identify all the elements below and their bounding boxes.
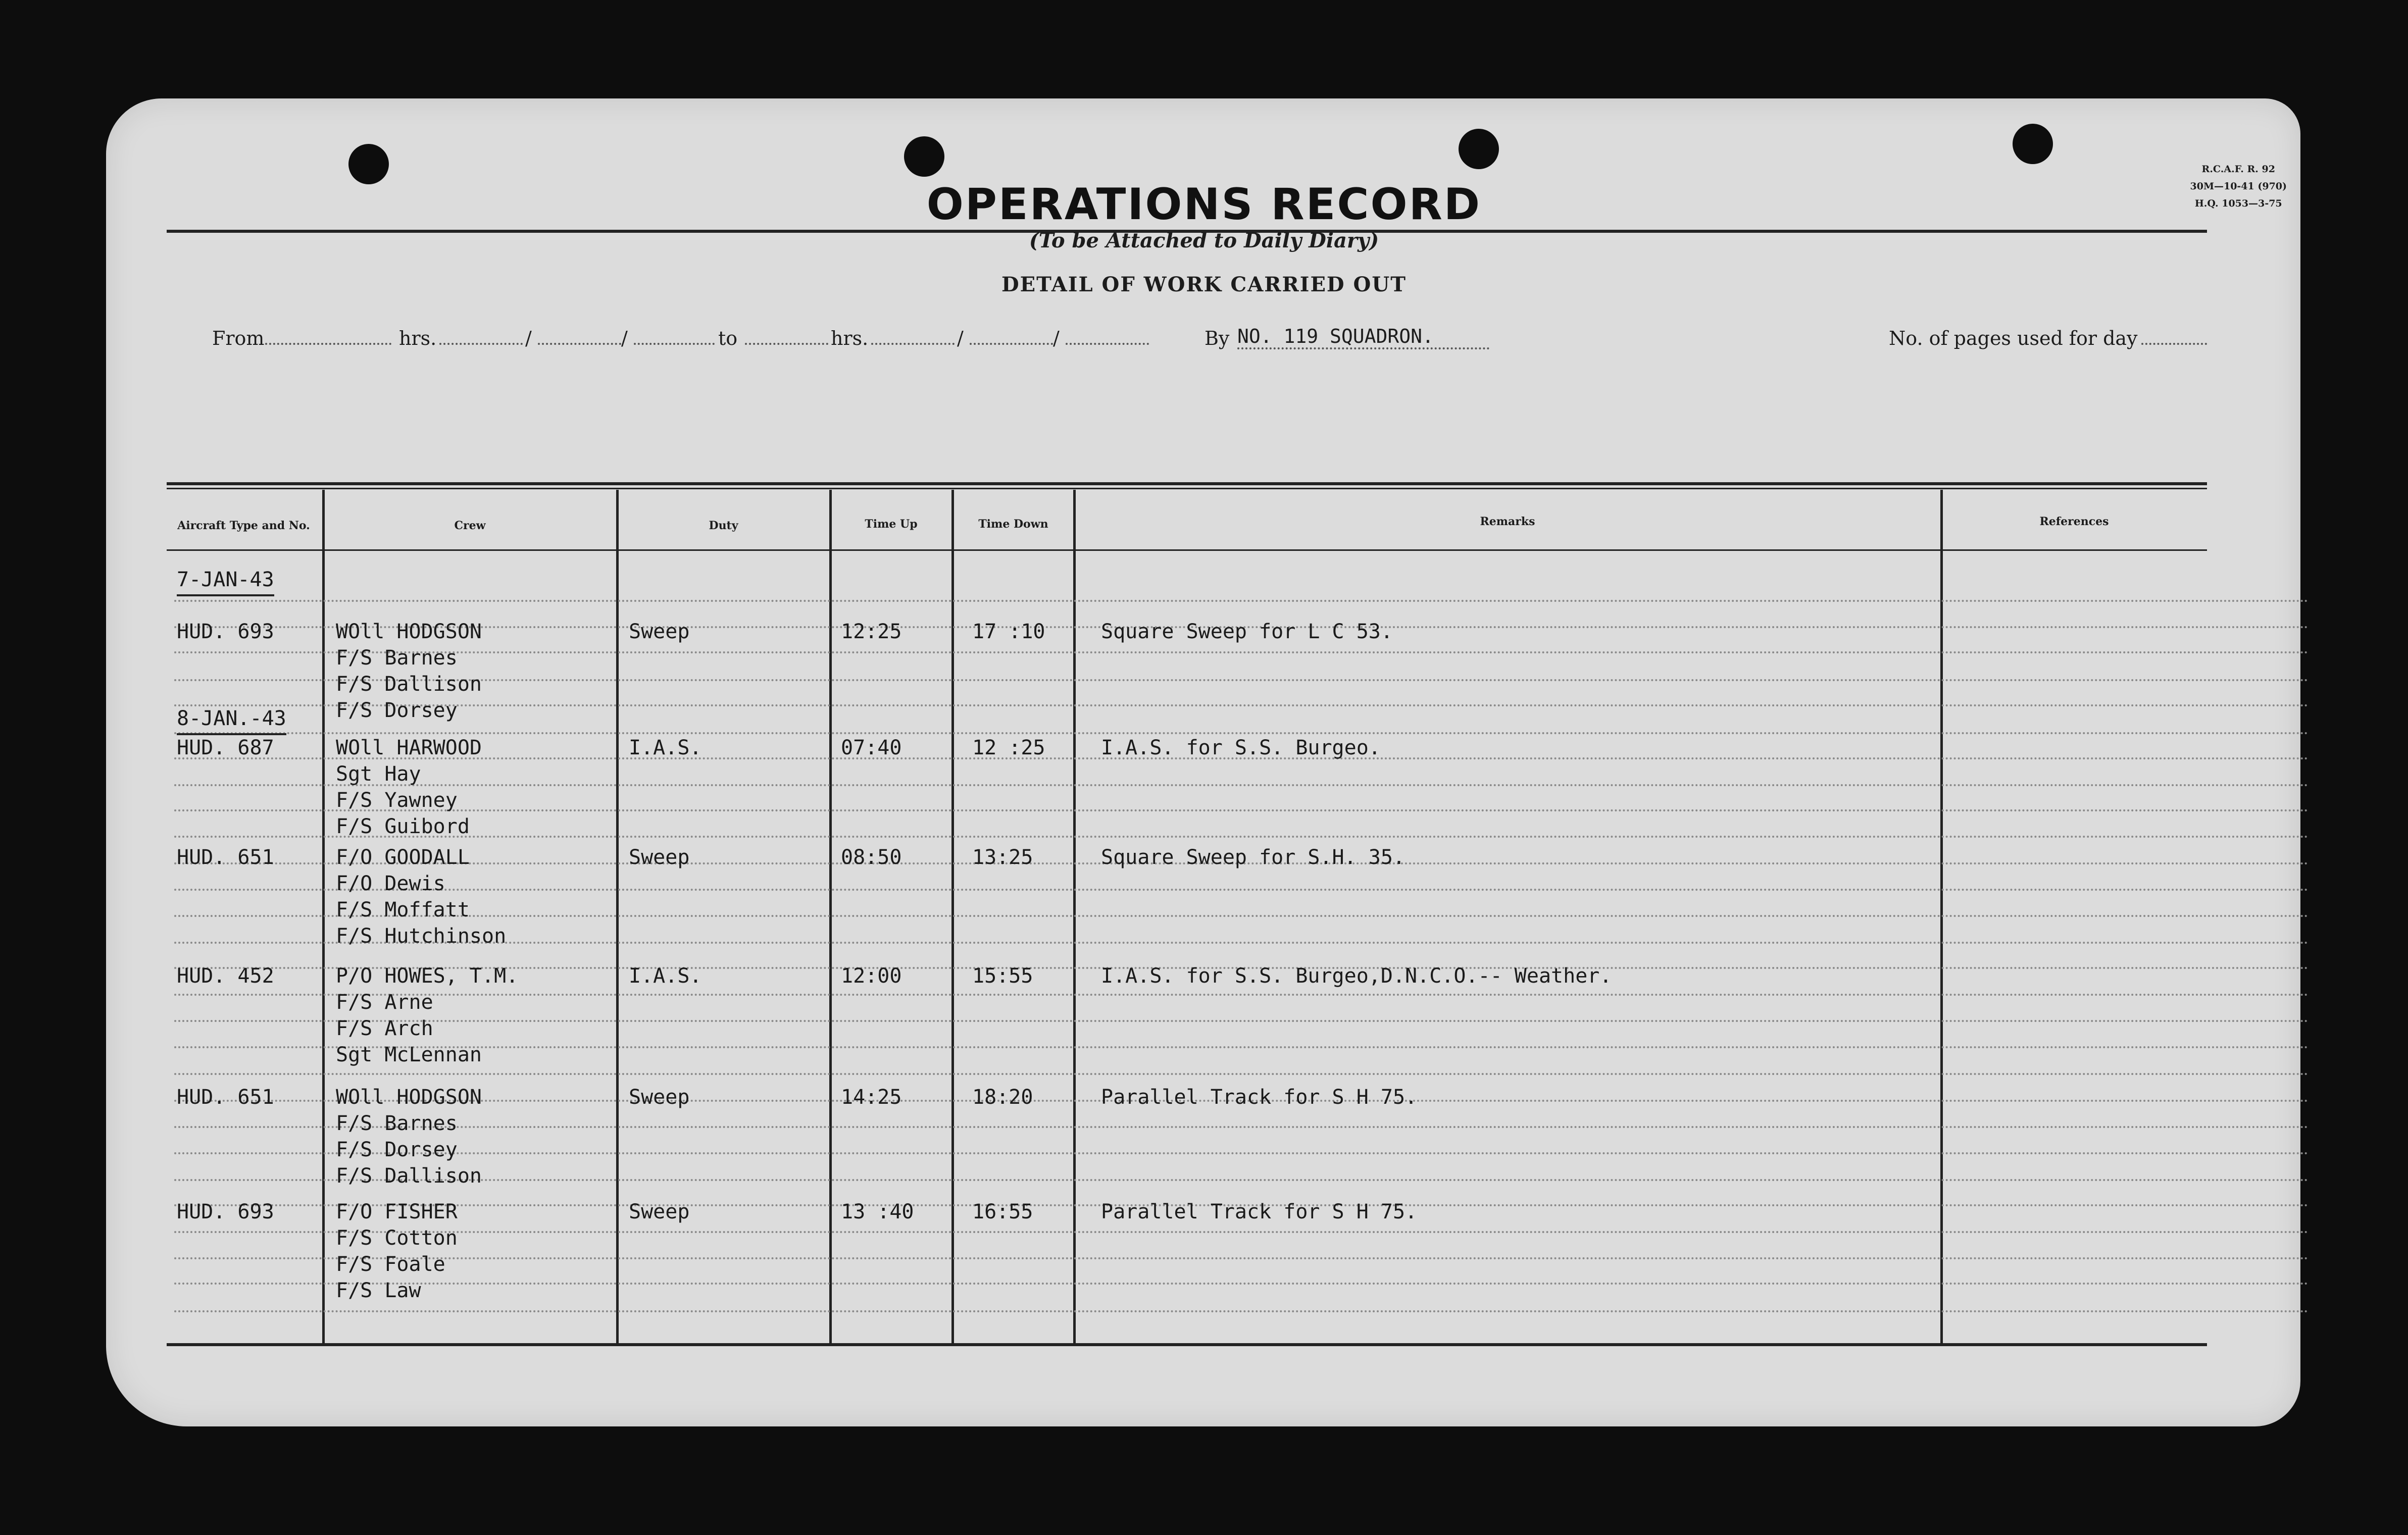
aircraft-number: HUD. 651 — [177, 1086, 274, 1109]
ruled-line — [174, 915, 2310, 917]
ruled-line — [174, 1257, 2310, 1259]
time-down-value: 12 :25 — [972, 736, 1045, 759]
ruled-line — [174, 704, 2310, 706]
time-up-value: 13 :40 — [841, 1200, 914, 1223]
ruled-line — [174, 1310, 2310, 1312]
column-divider — [1940, 490, 1943, 1346]
to-label: to — [718, 327, 738, 349]
header-references: References — [2039, 515, 2109, 528]
crew-member: F/S Moffatt — [336, 898, 470, 922]
duty-value: Sweep — [629, 620, 690, 643]
ruled-line — [174, 600, 2310, 602]
hrs-blank — [439, 327, 523, 349]
pages-label: No. of pages used for day — [1889, 327, 2138, 349]
ruled-line — [174, 994, 2310, 996]
aircraft-number: HUD. 693 — [177, 1200, 274, 1223]
from-blank — [265, 327, 391, 349]
ruled-line — [174, 732, 2310, 734]
crew-member: F/S Foale — [336, 1253, 445, 1276]
form-code: R.C.A.F. R. 92 30M—10-41 (970) H.Q. 1053—3-75 — [2190, 164, 2287, 209]
time-down-value: 13:25 — [972, 846, 1033, 869]
header-time-down: Time Down — [978, 518, 1048, 531]
duty-value: I.A.S. — [629, 736, 702, 759]
crew-member: WOll HODGSON — [336, 1086, 482, 1109]
ruled-line — [174, 1020, 2310, 1022]
header-crew: Crew — [454, 519, 486, 532]
crew-member: F/S Arch — [336, 1017, 433, 1040]
remarks-value: Parallel Track for S H 75. — [1101, 1200, 1418, 1223]
ruled-line — [174, 1126, 2310, 1128]
hrs-label: hrs. — [831, 327, 869, 349]
column-divider — [616, 490, 619, 1346]
table-top-rule-2 — [167, 488, 2207, 489]
time-down-value: 17 :10 — [972, 620, 1045, 643]
date-blank — [538, 327, 621, 349]
time-up-value: 12:25 — [841, 620, 902, 643]
duty-value: I.A.S. — [629, 964, 702, 988]
crew-member: F/S Dallison — [336, 1164, 482, 1188]
column-divider — [322, 490, 325, 1346]
ruled-line — [174, 1179, 2310, 1181]
time-up-value: 08:50 — [841, 846, 902, 869]
duty-value: Sweep — [629, 846, 690, 869]
ruled-line — [174, 1152, 2310, 1154]
ruled-line — [174, 836, 2310, 838]
punch-hole — [348, 144, 389, 184]
crew-member: F/S Arne — [336, 991, 433, 1014]
page-subtitle: (To be Attached to Daily Diary) — [1029, 229, 1379, 252]
remarks-value: Square Sweep for S.H. 35. — [1101, 846, 1406, 869]
slash-label: / — [621, 327, 628, 349]
crew-member: F/O GOODALL — [336, 846, 470, 869]
aircraft-number: HUD. 687 — [177, 736, 274, 759]
remarks-value: Parallel Track for S H 75. — [1101, 1086, 1418, 1109]
by-label: By — [1205, 327, 1230, 349]
duty-value: Sweep — [629, 1086, 690, 1109]
crew-member: F/O FISHER — [336, 1200, 458, 1223]
aircraft-number: HUD. 651 — [177, 846, 274, 869]
crew-member: WOll HODGSON — [336, 620, 482, 643]
header-remarks: Remarks — [1480, 515, 1535, 528]
column-divider — [829, 490, 832, 1346]
crew-member: Sgt McLennan — [336, 1043, 482, 1066]
hrs-label: hrs. — [399, 327, 437, 349]
date-entry: 8-JAN.-43 — [177, 707, 286, 735]
ruled-line — [174, 651, 2310, 653]
header-bottom-rule — [167, 549, 2207, 551]
slash-label: / — [1053, 327, 1060, 349]
remarks-value: Square Sweep for L C 53. — [1101, 620, 1393, 643]
header-duty: Duty — [709, 519, 738, 532]
aircraft-number: HUD. 452 — [177, 964, 274, 988]
time-up-value: 12:00 — [841, 964, 902, 988]
time-down-value: 15:55 — [972, 964, 1033, 988]
ruled-line — [174, 1283, 2310, 1285]
crew-member: P/O HOWES, T.M. — [336, 964, 519, 988]
time-down-value: 18:20 — [972, 1086, 1033, 1109]
column-divider — [1073, 490, 1076, 1346]
aircraft-number: HUD. 693 — [177, 620, 274, 643]
header-aircraft: Aircraft Type and No. — [177, 519, 310, 532]
slash-label: / — [525, 327, 532, 349]
punch-hole — [1459, 129, 1499, 169]
date-blank — [634, 327, 715, 349]
hrs-blank — [871, 327, 955, 349]
ruled-line — [174, 809, 2310, 811]
crew-member: F/S Hutchinson — [336, 925, 507, 948]
header-time-up: Time Up — [865, 518, 918, 531]
crew-member: F/S Guibord — [336, 815, 470, 838]
pages-blank — [2141, 327, 2207, 349]
from-label: From — [212, 327, 265, 349]
to-blank — [745, 327, 828, 349]
crew-member: WOll HARWOOD — [336, 736, 482, 759]
time-down-value: 16:55 — [972, 1200, 1033, 1223]
punch-hole — [2013, 124, 2053, 164]
slash-label: / — [957, 327, 964, 349]
ruled-line — [174, 1046, 2310, 1048]
detail-heading: DETAIL OF WORK CARRIED OUT — [1001, 273, 1407, 296]
table-bottom-rule — [167, 1343, 2207, 1346]
from-row — [106, 323, 2307, 353]
page-title: OPERATIONS RECORD — [926, 179, 1482, 230]
crew-member: F/S Dallison — [336, 673, 482, 696]
column-divider — [951, 490, 954, 1346]
crew-member: F/S Yawney — [336, 789, 458, 812]
date-blank — [970, 327, 1053, 349]
ruled-line — [174, 679, 2310, 681]
crew-member: F/S Barnes — [336, 646, 458, 670]
crew-member: F/S Dorsey — [336, 699, 458, 722]
table-top-rule — [167, 482, 2207, 485]
ruled-line — [174, 784, 2310, 786]
time-up-value: 07:40 — [841, 736, 902, 759]
ruled-line — [174, 1231, 2310, 1233]
punch-hole — [904, 136, 944, 177]
date-entry: 7-JAN-43 — [177, 568, 274, 596]
crew-member: F/S Barnes — [336, 1112, 458, 1135]
crew-member: F/S Dorsey — [336, 1138, 458, 1161]
squadron-value: NO. 119 SQUADRON. — [1237, 325, 1489, 349]
remarks-value: I.A.S. for S.S. Burgeo. — [1101, 736, 1381, 759]
crew-member: Sgt Hay — [336, 762, 421, 786]
crew-member: F/O Dewis — [336, 872, 445, 895]
duty-value: Sweep — [629, 1200, 690, 1223]
crew-member: F/S Law — [336, 1279, 421, 1302]
remarks-value: I.A.S. for S.S. Burgeo,D.N.C.O.-- Weather. — [1101, 964, 1612, 988]
date-blank — [1066, 327, 1149, 349]
ruled-line — [174, 1073, 2310, 1075]
crew-member: F/S Cotton — [336, 1226, 458, 1250]
ruled-line — [174, 889, 2310, 891]
time-up-value: 14:25 — [841, 1086, 902, 1109]
